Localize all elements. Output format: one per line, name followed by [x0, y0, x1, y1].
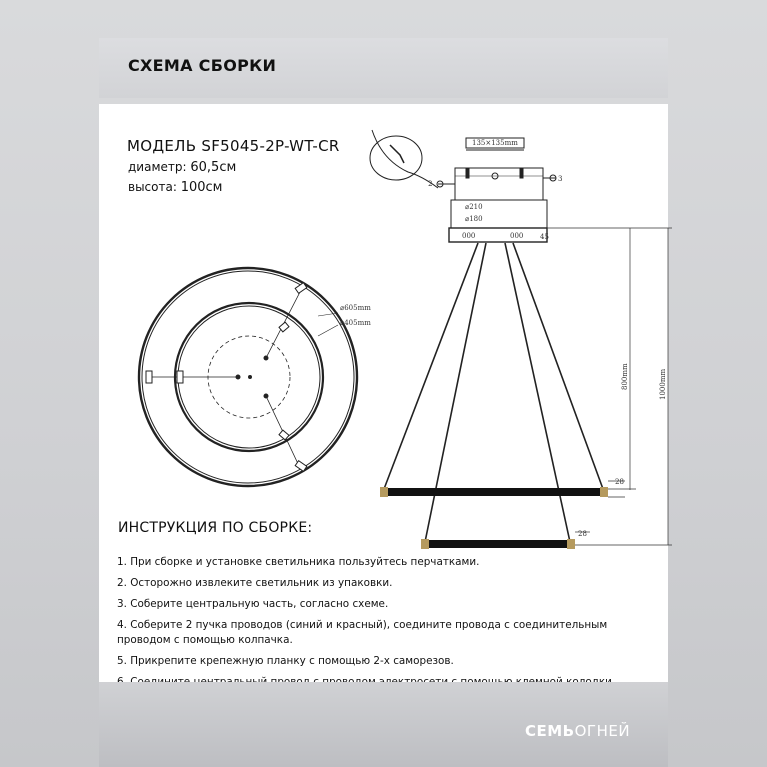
step-2: 2. Осторожно извлеките светильник из упаковки. — [117, 577, 393, 590]
dim-210: ⌀210 — [465, 203, 483, 211]
label-000-left: 000 — [462, 232, 476, 240]
step-4: 4. Соберите 2 пучка проводов (синий и красный), соедините провода с соединительным проводом с помощью колпачка. — [117, 619, 608, 646]
dim-28-lower: 28 — [578, 530, 587, 538]
lower-ring-side — [421, 539, 575, 549]
label-000-right: 000 — [510, 232, 524, 240]
step-1: 1. При сборке и установке светильника пользуйтесь перчатками. — [117, 556, 480, 568]
height-label: высота: — [128, 180, 177, 194]
brand-strong: СЕМЬ — [525, 722, 575, 740]
height-value: 100см — [180, 180, 223, 195]
ceiling-canopy — [370, 130, 556, 242]
diameter-value: 60,5см — [190, 160, 237, 175]
instructions-heading: ИНСТРУКЦИЯ ПО СБОРКЕ: — [118, 520, 313, 536]
callout-2: 2 — [428, 180, 433, 188]
model-name: МОДЕЛЬ SF5045-2P-WT-CR — [127, 137, 340, 155]
dim-1000: 1000mm — [659, 368, 667, 400]
diameter-label: диаметр: — [128, 160, 187, 174]
step-5: 5. Прикрепите крепежную планку с помощью 2-х саморезов. — [117, 654, 454, 667]
dim-45: 45 — [540, 233, 549, 241]
dim-405: ⌀405mm — [340, 319, 371, 327]
dim-605: ⌀605mm — [340, 304, 371, 312]
dim-800: 800mm — [621, 363, 629, 390]
dim-top: 135×135mm — [472, 139, 518, 147]
step-3: 3. Соберите центральную часть, согласно схеме. — [117, 598, 389, 611]
brand-light: ОГНЕЙ — [574, 722, 631, 740]
upper-ring-side — [380, 487, 608, 497]
brand-logo — [525, 722, 630, 740]
dim-28-upper: 28 — [615, 478, 624, 486]
dim-180: ⌀180 — [465, 215, 483, 223]
suspension-cables — [384, 243, 603, 542]
page-title: СХЕМА СБОРКИ — [128, 56, 277, 75]
instruction-steps — [117, 555, 657, 696]
callout-3: 3 — [558, 175, 563, 183]
top-view — [139, 268, 357, 486]
